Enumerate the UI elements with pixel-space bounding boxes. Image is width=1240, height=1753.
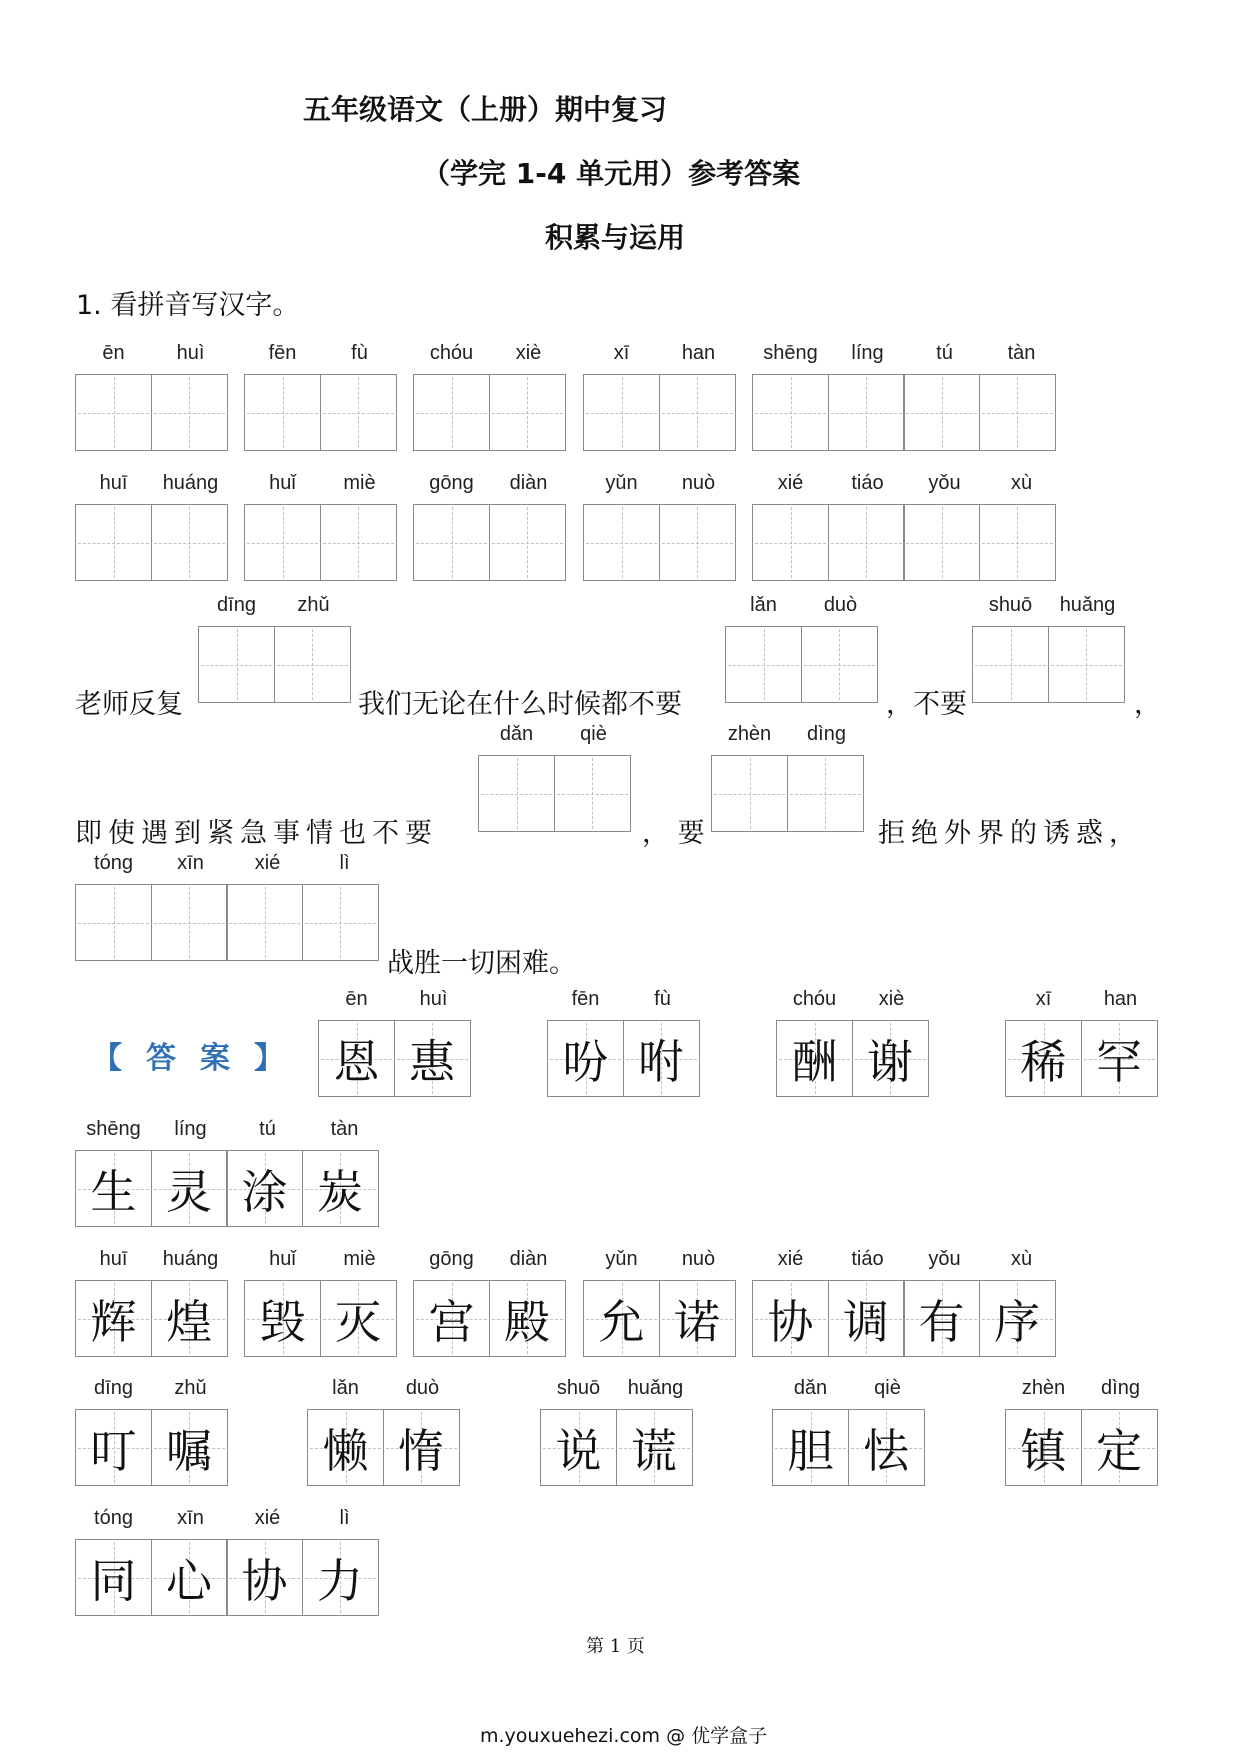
sentence-blank-2-pinyin-1: lǎn <box>750 594 777 616</box>
answer-cell <box>302 1150 379 1227</box>
writing-cell[interactable] <box>903 374 980 451</box>
answer-char: 咐 <box>638 1034 684 1089</box>
writing-cell[interactable] <box>752 374 829 451</box>
writing-cell[interactable] <box>1048 626 1125 703</box>
answer-cell <box>903 1280 980 1357</box>
answer-cell <box>151 1539 228 1616</box>
answer-char: 酬 <box>791 1034 838 1089</box>
writing-cell[interactable] <box>274 626 351 703</box>
writing-cell[interactable] <box>659 504 736 581</box>
writing-cell[interactable] <box>151 374 228 451</box>
answer-a3-grid <box>776 1020 927 1097</box>
writing-cell[interactable] <box>725 626 802 703</box>
answer-label-close: 】 <box>254 1041 286 1076</box>
writing-cell[interactable] <box>979 374 1056 451</box>
answer-a10-pinyin-4: xù <box>1010 1248 1033 1270</box>
answer-a9-grid <box>583 1280 734 1357</box>
writing-cell[interactable] <box>75 504 152 581</box>
sentence-blank-1-pinyin-1: dīng <box>217 594 256 616</box>
answer-char: 说 <box>555 1423 602 1478</box>
answer-a13-pinyin-2: huǎng <box>627 1377 684 1399</box>
writing-cell[interactable] <box>752 504 829 581</box>
question-1: 1. 看拼音写汉字。 <box>76 290 300 321</box>
answer-cell <box>151 1409 228 1486</box>
exercise-r1-1-pinyin-2: huì <box>176 342 205 364</box>
exercise-r1-5-grid <box>752 374 1054 451</box>
sentence-text-8: 战胜一切困难。 <box>387 948 576 979</box>
sentence-blank-6-pinyin-4: lì <box>339 852 350 874</box>
answer-a8-pinyin-1: gōng <box>429 1248 474 1270</box>
answer-char: 惠 <box>409 1034 455 1089</box>
writing-cell[interactable] <box>151 504 228 581</box>
answer-char: 懒 <box>322 1423 369 1478</box>
writing-cell[interactable] <box>151 884 228 961</box>
sentence-blank-6-pinyin-3: xié <box>254 852 281 874</box>
answer-a11-pinyin-1: dīng <box>94 1377 133 1399</box>
answer-char: 灵 <box>166 1164 212 1219</box>
exercise-r1-2-grid <box>244 374 395 451</box>
answer-a14-pinyin-2: qiè <box>874 1377 901 1399</box>
answer-cell <box>75 1409 152 1486</box>
answer-cell <box>828 1280 905 1357</box>
answer-label-char-2: 案 <box>200 1041 232 1076</box>
answer-char: 怯 <box>863 1423 909 1478</box>
answer-a15-grid <box>1005 1409 1156 1486</box>
sentence-blank-6-pinyin-1: tóng <box>94 852 133 874</box>
sentence-blank-3-pinyin-2: huǎng <box>1059 594 1116 616</box>
answer-a6-pinyin-1: huī <box>99 1248 128 1270</box>
exercise-r2-2-grid <box>244 504 395 581</box>
answer-cell <box>75 1150 152 1227</box>
answer-char: 有 <box>918 1294 965 1349</box>
answer-cell <box>383 1409 460 1486</box>
exercise-r1-1-pinyin-1: ēn <box>102 342 125 364</box>
answer-char: 心 <box>166 1553 212 1608</box>
exercise-r1-3-pinyin-1: chóu <box>429 342 474 364</box>
exercise-r2-5-pinyin-4: xù <box>1010 472 1033 494</box>
answer-cell <box>489 1280 566 1357</box>
answer-char: 谎 <box>631 1423 677 1478</box>
sentence-text-1: 老师反复 <box>75 689 183 720</box>
answer-char: 稀 <box>1020 1034 1067 1089</box>
exercise-r2-5-pinyin-1: xié <box>777 472 804 494</box>
answer-label-char-1: 答 <box>146 1041 178 1076</box>
answer-a5-grid <box>75 1150 377 1227</box>
answer-a7-pinyin-1: huǐ <box>269 1248 296 1270</box>
answer-cell <box>848 1409 925 1486</box>
answer-char: 惰 <box>398 1423 444 1478</box>
answer-a4-pinyin-1: xī <box>1035 988 1052 1010</box>
exercise-r2-1-pinyin-2: huáng <box>162 472 219 494</box>
answer-char: 炭 <box>317 1164 363 1219</box>
sentence-text-2: 我们无论在什么时候都不要 <box>358 689 682 720</box>
sentence-text-5: 即使遇到紧急事情也不要 <box>75 818 438 849</box>
writing-cell[interactable] <box>787 755 864 832</box>
exercise-r1-5-pinyin-3: tú <box>936 342 953 364</box>
answer-a5-pinyin-2: líng <box>174 1118 207 1140</box>
exercise-r2-1-pinyin-1: huī <box>99 472 128 494</box>
answer-a3-pinyin-2: xiè <box>878 988 905 1010</box>
answer-a8-pinyin-2: diàn <box>509 1248 548 1270</box>
answer-char: 叮 <box>90 1423 137 1478</box>
answer-a11-grid <box>75 1409 226 1486</box>
exercise-r2-4-pinyin-1: yǔn <box>605 472 638 494</box>
exercise-r2-1-grid <box>75 504 226 581</box>
answer-a2-pinyin-2: fù <box>654 988 671 1010</box>
answer-char: 煌 <box>166 1294 212 1349</box>
exercise-r2-3-grid <box>413 504 564 581</box>
sentence-blank-4-grid <box>478 755 629 832</box>
answer-a9-pinyin-2: nuò <box>681 1248 716 1270</box>
answer-a7-pinyin-2: miè <box>343 1248 376 1270</box>
writing-cell[interactable] <box>413 504 490 581</box>
answer-a9-pinyin-1: yǔn <box>605 1248 638 1270</box>
exercise-r2-5-pinyin-2: tiáo <box>851 472 884 494</box>
answer-a12-pinyin-1: lǎn <box>332 1377 359 1399</box>
writing-cell[interactable] <box>828 374 905 451</box>
exercise-r1-5-pinyin-1: shēng <box>763 342 818 364</box>
writing-cell[interactable] <box>489 374 566 451</box>
answer-cell <box>1081 1020 1158 1097</box>
writing-cell[interactable] <box>903 504 980 581</box>
answer-char: 定 <box>1096 1423 1142 1478</box>
answer-a5-pinyin-3: tú <box>259 1118 276 1140</box>
answer-char: 镇 <box>1020 1423 1067 1478</box>
sentence-blank-5-grid <box>711 755 862 832</box>
answer-a13-grid <box>540 1409 691 1486</box>
exercise-r1-5-pinyin-2: líng <box>851 342 884 364</box>
answer-a16-pinyin-4: lì <box>339 1507 350 1529</box>
exercise-r1-4-pinyin-2: han <box>681 342 716 364</box>
footer-watermark: m.youxuehezi.com @ 优学盒子 <box>480 1725 768 1747</box>
answer-char: 恩 <box>333 1034 380 1089</box>
sentence-text-3: ，不要 <box>886 689 967 720</box>
writing-cell[interactable] <box>583 374 660 451</box>
answer-cell <box>623 1020 700 1097</box>
answer-cell <box>302 1539 379 1616</box>
sentence-text-4: ， <box>1134 689 1161 720</box>
answer-char: 宫 <box>428 1294 475 1349</box>
answer-a5-pinyin-4: tàn <box>330 1118 359 1140</box>
writing-cell[interactable] <box>198 626 275 703</box>
answer-char: 允 <box>598 1294 645 1349</box>
answer-cell <box>540 1409 617 1486</box>
answer-char: 吩 <box>562 1034 609 1089</box>
answer-cell <box>75 1280 152 1357</box>
sentence-text-6: ， 要 <box>642 818 705 849</box>
sentence-blank-5-pinyin-1: zhèn <box>727 723 772 745</box>
sentence-blank-6-grid <box>75 884 377 961</box>
exercise-r1-5-pinyin-4: tàn <box>1007 342 1036 364</box>
answer-a1-grid <box>318 1020 469 1097</box>
writing-cell[interactable] <box>801 626 878 703</box>
writing-cell[interactable] <box>659 374 736 451</box>
answer-cell <box>776 1020 853 1097</box>
answer-cell <box>151 1150 228 1227</box>
answer-a16-pinyin-3: xié <box>254 1507 281 1529</box>
exercise-r2-3-pinyin-2: diàn <box>509 472 548 494</box>
answer-char: 灭 <box>335 1294 381 1349</box>
answer-char: 殿 <box>504 1294 550 1349</box>
page-number: 第 1 页 <box>586 1636 645 1657</box>
exercise-r2-3-pinyin-1: gōng <box>429 472 474 494</box>
answer-a16-pinyin-2: xīn <box>177 1507 204 1529</box>
answer-a10-pinyin-1: xié <box>777 1248 804 1270</box>
answer-cell <box>226 1539 303 1616</box>
exercise-r1-3-grid <box>413 374 564 451</box>
answer-cell <box>1005 1020 1082 1097</box>
sentence-text-7: 拒绝外界的诱惑， <box>878 818 1142 849</box>
answer-a10-pinyin-2: tiáo <box>851 1248 884 1270</box>
answer-cell <box>318 1020 395 1097</box>
exercise-r1-4-grid <box>583 374 734 451</box>
answer-a12-pinyin-2: duò <box>405 1377 440 1399</box>
answer-cell <box>75 1539 152 1616</box>
sentence-blank-1-pinyin-2: zhǔ <box>297 594 330 616</box>
writing-cell[interactable] <box>478 755 555 832</box>
answer-a7-grid <box>244 1280 395 1357</box>
answer-label-open: 【 <box>92 1041 124 1076</box>
answer-a10-pinyin-3: yǒu <box>928 1248 961 1270</box>
answer-a1-pinyin-1: ēn <box>345 988 368 1010</box>
answer-a4-pinyin-2: han <box>1103 988 1138 1010</box>
sentence-blank-2-grid <box>725 626 876 703</box>
exercise-r2-4-grid <box>583 504 734 581</box>
exercise-r1-4-pinyin-1: xī <box>613 342 630 364</box>
answer-char: 调 <box>843 1294 889 1349</box>
answer-char: 毁 <box>259 1294 306 1349</box>
writing-cell[interactable] <box>244 374 321 451</box>
answer-a5-pinyin-1: shēng <box>86 1118 141 1140</box>
exercise-r2-5-grid <box>752 504 1054 581</box>
section-title: 积累与运用 <box>545 221 686 254</box>
sentence-blank-1-grid <box>198 626 349 703</box>
answer-cell <box>413 1280 490 1357</box>
writing-cell[interactable] <box>828 504 905 581</box>
sentence-blank-6-pinyin-2: xīn <box>177 852 204 874</box>
answer-cell <box>244 1280 321 1357</box>
writing-cell[interactable] <box>320 504 397 581</box>
writing-cell[interactable] <box>413 374 490 451</box>
exercise-r1-1-grid <box>75 374 226 451</box>
answer-a11-pinyin-2: zhǔ <box>174 1377 207 1399</box>
doc-title: 五年级语文（上册）期中复习 <box>303 93 668 126</box>
answer-cell <box>852 1020 929 1097</box>
answer-char: 力 <box>317 1553 363 1608</box>
answer-cell <box>394 1020 471 1097</box>
writing-cell[interactable] <box>320 374 397 451</box>
exercise-r2-4-pinyin-2: nuò <box>681 472 716 494</box>
answer-cell <box>752 1280 829 1357</box>
answer-a6-pinyin-2: huáng <box>162 1248 219 1270</box>
answer-cell <box>1081 1409 1158 1486</box>
answer-char: 协 <box>241 1553 288 1608</box>
answer-cell <box>979 1280 1056 1357</box>
answer-a15-pinyin-2: dìng <box>1101 1377 1140 1399</box>
answer-char: 协 <box>767 1294 814 1349</box>
writing-cell[interactable] <box>583 504 660 581</box>
answer-cell <box>616 1409 693 1486</box>
exercise-r2-2-pinyin-2: miè <box>343 472 376 494</box>
answer-a10-grid <box>752 1280 1054 1357</box>
answer-label <box>92 1033 308 1077</box>
writing-cell[interactable] <box>75 884 152 961</box>
sentence-blank-3-grid <box>972 626 1123 703</box>
answer-cell <box>151 1280 228 1357</box>
answer-cell <box>307 1409 384 1486</box>
answer-a6-grid <box>75 1280 226 1357</box>
doc-subtitle: （学完 1-4 单元用）参考答案 <box>422 157 801 190</box>
answer-char: 嘱 <box>166 1423 212 1478</box>
answer-cell <box>772 1409 849 1486</box>
sentence-blank-2-pinyin-2: duò <box>823 594 858 616</box>
answer-cell <box>547 1020 624 1097</box>
writing-cell[interactable] <box>711 755 788 832</box>
writing-cell[interactable] <box>226 884 303 961</box>
writing-cell[interactable] <box>489 504 566 581</box>
answer-a1-pinyin-2: huì <box>419 988 448 1010</box>
writing-cell[interactable] <box>302 884 379 961</box>
answer-a14-pinyin-1: dǎn <box>793 1377 828 1399</box>
writing-cell[interactable] <box>554 755 631 832</box>
answer-a13-pinyin-1: shuō <box>556 1377 601 1399</box>
answer-char: 辉 <box>90 1294 137 1349</box>
answer-a2-pinyin-1: fēn <box>571 988 600 1010</box>
exercise-r1-3-pinyin-2: xiè <box>515 342 542 364</box>
answer-a16-pinyin-1: tóng <box>94 1507 133 1529</box>
answer-cell <box>583 1280 660 1357</box>
answer-char: 同 <box>90 1553 137 1608</box>
exercise-r2-5-pinyin-3: yǒu <box>928 472 961 494</box>
exercise-r1-2-pinyin-1: fēn <box>268 342 297 364</box>
writing-cell[interactable] <box>979 504 1056 581</box>
answer-a8-grid <box>413 1280 564 1357</box>
answer-a2-grid <box>547 1020 698 1097</box>
answer-char: 生 <box>90 1164 137 1219</box>
sentence-blank-3-pinyin-1: shuō <box>988 594 1033 616</box>
answer-cell <box>226 1150 303 1227</box>
answer-char: 谢 <box>867 1034 913 1089</box>
writing-cell[interactable] <box>244 504 321 581</box>
writing-cell[interactable] <box>972 626 1049 703</box>
exercise-r1-2-pinyin-2: fù <box>351 342 368 364</box>
answer-char: 罕 <box>1096 1034 1142 1089</box>
exercise-r2-2-pinyin-1: huǐ <box>269 472 296 494</box>
sentence-blank-5-pinyin-2: dìng <box>807 723 846 745</box>
sentence-blank-4-pinyin-1: dǎn <box>499 723 534 745</box>
answer-a14-grid <box>772 1409 923 1486</box>
answer-char: 涂 <box>241 1164 288 1219</box>
answer-a15-pinyin-1: zhèn <box>1021 1377 1066 1399</box>
answer-cell <box>1005 1409 1082 1486</box>
answer-cell <box>659 1280 736 1357</box>
writing-cell[interactable] <box>75 374 152 451</box>
answer-a12-grid <box>307 1409 458 1486</box>
sentence-blank-4-pinyin-2: qiè <box>580 723 607 745</box>
answer-a16-grid <box>75 1539 377 1616</box>
answer-char: 诺 <box>674 1294 720 1349</box>
answer-cell <box>320 1280 397 1357</box>
answer-a4-grid <box>1005 1020 1156 1097</box>
answer-a3-pinyin-1: chóu <box>792 988 837 1010</box>
answer-char: 胆 <box>787 1423 834 1478</box>
answer-char: 序 <box>994 1294 1040 1349</box>
